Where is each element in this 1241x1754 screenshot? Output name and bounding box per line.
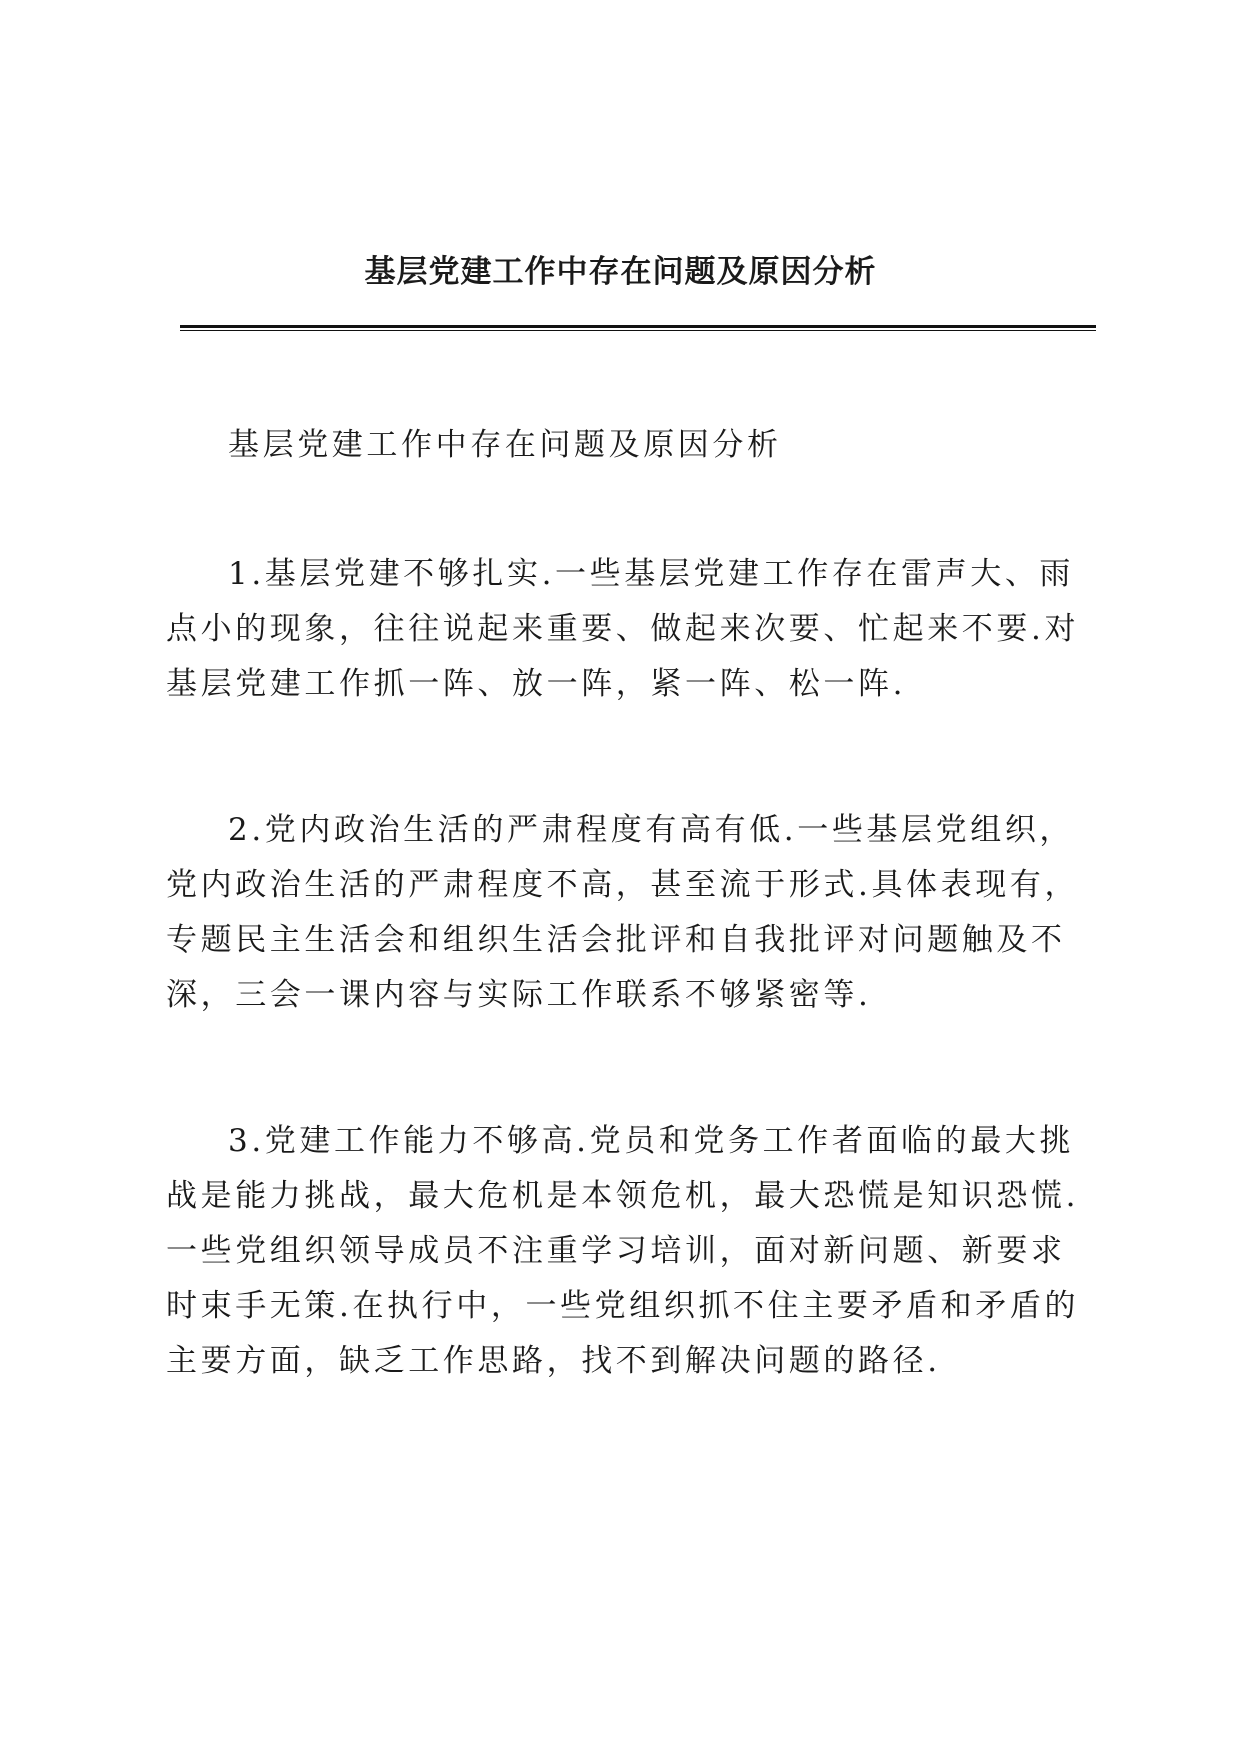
title-divider: [180, 325, 1096, 331]
paragraph-2: 2.党内政治生活的严肃程度有高有低.一些基层党组织，党内政治生活的严肃程度不高，甚至流于形式.具体表现有，专题民主生活会和组织生活会批评和自我批评对问题触及不深，三会一课内容与实际工作联系不够紧密等.: [166, 812, 1080, 1013]
document-title: 基层党建工作中存在问题及原因分析: [364, 254, 877, 290]
document-body: [166, 418, 1096, 1480]
document-subtitle: 基层党建工作中存在问题及原因分析: [228, 427, 782, 463]
paragraph-3: 3.党建工作能力不够高.党员和党务工作者面临的最大挑战是能力挑战，最大危机是本领危机，最大恐慌是知识恐慌.一些党组织领导成员不注重学习培训，面对新问题、新要求时束手无策.在执行中，一些党组织抓不住主要矛盾和矛盾的主要方面，缺乏工作思路，找不到解决问题的路径.: [166, 1123, 1080, 1379]
paragraph-1: 1.基层党建不够扎实.一些基层党建工作存在雷声大、雨点小的现象，往往说起来重要、做起来次要、忙起来不要.对基层党建工作抓一阵、放一阵，紧一阵、松一阵.: [166, 556, 1080, 702]
